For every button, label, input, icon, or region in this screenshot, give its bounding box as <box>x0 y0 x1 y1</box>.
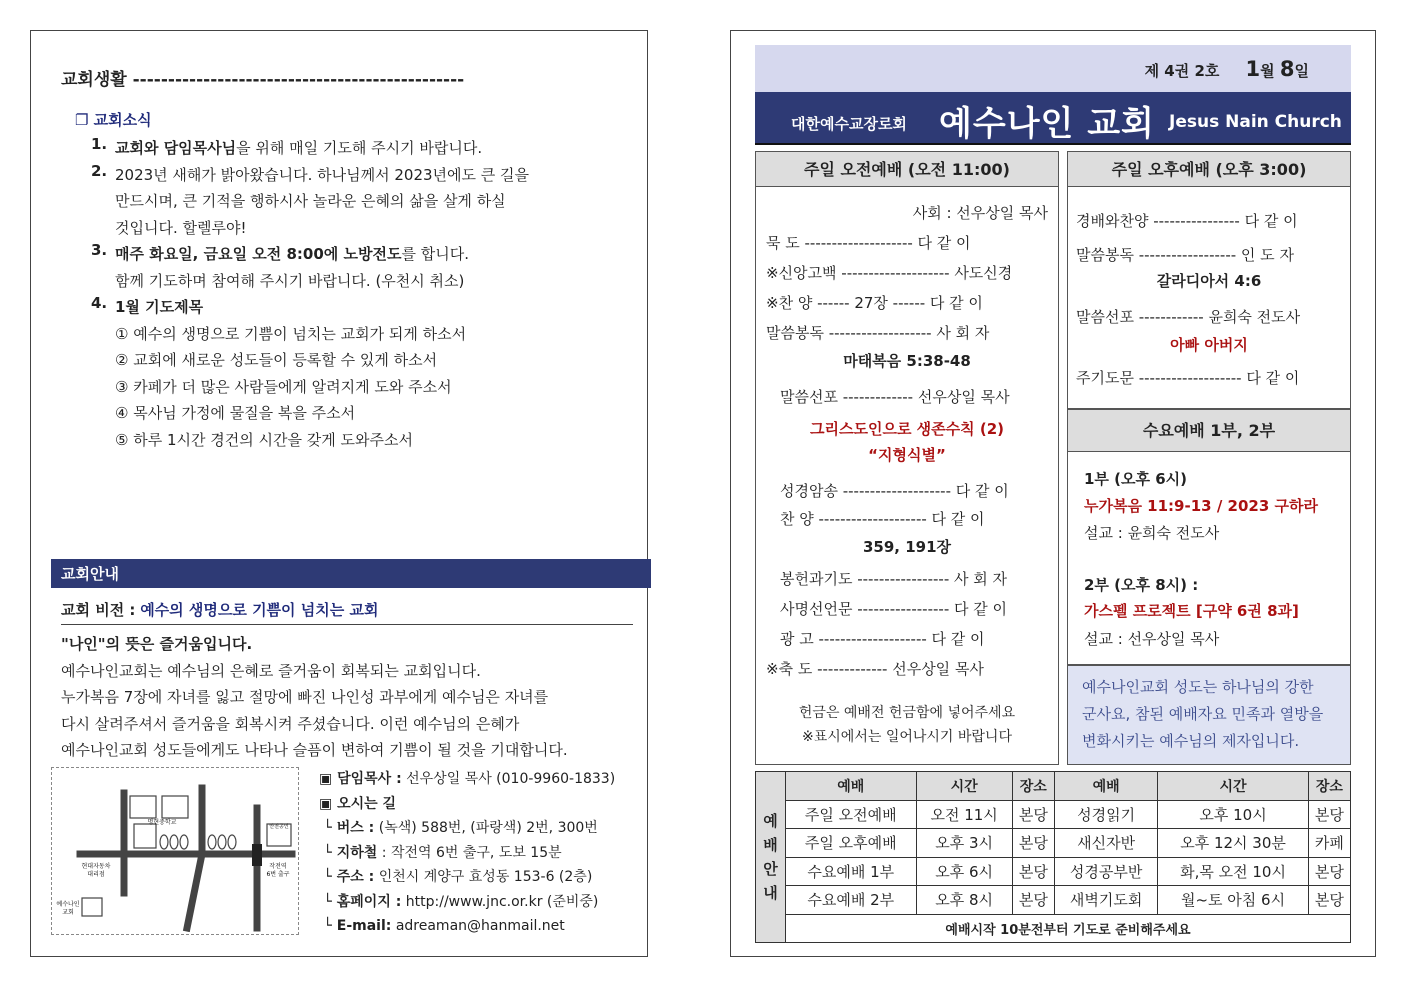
contact-info <box>319 767 615 939</box>
email-label: └ E-mail: <box>323 918 392 934</box>
part2-text: 가스펠 프로젝트 [구약 6권 8과] <box>1084 602 1299 620</box>
notice-text: 를 합니다. 함께 기도하며 참여해 주시기 바랍니다. (우천시 취소) <box>115 245 469 290</box>
issue-month: 1 <box>1245 57 1261 81</box>
left-page <box>30 30 648 957</box>
pastor-value: 선우상일 목사 (010-9960-1833) <box>406 771 616 787</box>
column-header: 장소 <box>1308 772 1350 801</box>
part1-text: 누가복음 11:9-13 / 2023 구하라 <box>1084 497 1318 515</box>
part1-time: 1부 (오후 6시) <box>1084 470 1187 488</box>
station-marker <box>252 844 262 866</box>
right-page <box>730 30 1376 957</box>
order-row: 주기도문 ------------------- 다 같 이 <box>1076 369 1300 387</box>
order-row: 경배와찬양 ---------------- 다 같 이 <box>1076 212 1298 230</box>
notice-number: 3. <box>91 241 108 259</box>
scripture-reading: 마태복음 5:38-48 <box>843 352 971 370</box>
column-header: 예배 <box>786 772 917 801</box>
part2-time: 2부 (오후 8시) : <box>1084 576 1199 594</box>
date-band <box>755 45 1351 92</box>
table-row <box>756 829 1351 858</box>
table-cell: 오후 10시 <box>1158 800 1308 829</box>
notice-item <box>91 241 631 294</box>
table-cell: 본당 <box>1308 800 1350 829</box>
issue-day: 8 <box>1279 57 1295 81</box>
table-cell: 본당 <box>1012 886 1054 915</box>
meaning-line: 다시 살려주셔서 즐거움을 회복시켜 주셨습니다. 이런 예수님의 은혜가 <box>61 714 520 733</box>
prayer-item: ④ 목사님 가정에 물질을 복을 주소서 <box>115 404 356 422</box>
prayer-item: ⑤ 하루 1시간 경건의 시간을 갖게 도와주소서 <box>115 430 413 449</box>
notice-item <box>91 135 631 162</box>
sermon-subtitle: “지형식별” <box>868 446 946 464</box>
issue-number: 제 4권 2호 <box>1144 62 1220 80</box>
table-cell: 본당 <box>1012 829 1054 858</box>
meaning-line: 누가복음 7장에 자녀를 잃고 절망에 빠진 나인성 과부에게 예수님은 자녀를 <box>61 688 549 706</box>
table-cell: 화,목 오전 10시 <box>1158 857 1308 886</box>
section-title: 교회생활 ----------------------------------------------- <box>61 70 465 90</box>
notice-number: 1. <box>91 135 108 153</box>
table-cell: 새벽기도회 <box>1054 886 1157 915</box>
map-label-school: 명현중학교 <box>147 819 177 826</box>
table-header-row <box>756 772 1351 801</box>
notice-bold: 매주 화요일, 금요일 오전 8:00에 노방전도 <box>115 245 402 263</box>
order-row: 말씀선포 ------------- 선우상일 목사 <box>780 388 1010 406</box>
order-row: 봉헌과기도 ----------------- 사 회 자 <box>780 570 1008 588</box>
order-row: ※신앙고백 -------------------- 사도신경 <box>766 264 1013 282</box>
map-label-car-line: 대리점 <box>87 871 105 878</box>
subway-label: └ 지하철 <box>323 844 378 861</box>
notice-bold: 교회와 담임목사님 <box>115 139 237 157</box>
standing-note: ※표시에서는 일어나시기 바랍니다 <box>802 729 1012 745</box>
order-row: 성경암송 -------------------- 다 같 이 <box>780 482 1009 500</box>
offering-note: 헌금은 예배전 헌금함에 넣어주세요 <box>798 705 1016 721</box>
church-motto: 예수나인교회 성도는 하나님의 강한 군사요, 참된 예배자요 민족과 열방을 변화시키는 예수님의 제자입니다. <box>1067 665 1351 765</box>
table-cell: 오후 12시 30분 <box>1158 829 1308 858</box>
map-label-church <box>56 900 79 916</box>
table-row <box>756 886 1351 915</box>
pastor-label: ▣ 담임목사 : <box>319 771 402 787</box>
meaning-block <box>61 631 568 764</box>
map-label-station-line: 작전역 <box>269 863 287 870</box>
service-leader: 사회 : 선우상일 목사 <box>912 204 1048 222</box>
directions-label: ▣ 오시는 길 <box>319 795 397 812</box>
worship-schedule <box>755 771 1351 943</box>
bus-label: └ 버스 : <box>323 820 375 836</box>
homepage-link[interactable]: http://www.jnc.or.kr (준비중) <box>405 893 599 910</box>
email-link[interactable]: adreaman@hanmail.net <box>395 918 565 934</box>
order-row: ※찬 양 ------ 27장 ------ 다 같 이 <box>766 294 983 312</box>
map-label-station-line: 6번 출구 <box>266 871 290 878</box>
vision-text: 예수의 생명으로 기쁨이 넘치는 교회 <box>140 601 379 619</box>
morning-service-title: 주일 오전예배 (오전 11:00) <box>756 152 1058 187</box>
schedule-side-label: 예 배 안 내 <box>756 772 786 943</box>
afternoon-service-title: 주일 오후예배 (오후 3:00) <box>1068 152 1350 187</box>
part1-preacher: 설교 : 윤희숙 전도사 <box>1084 524 1220 542</box>
notice-number: 2. <box>91 161 108 180</box>
notice-bold: 1월 기도제목 <box>115 298 204 316</box>
meaning-line: 예수나인교회는 예수님의 은혜로 즐거움이 회복되는 교회입니다. <box>61 661 481 680</box>
bus-value: (녹색) 588번, (파랑색) 2번, 300번 <box>378 820 598 836</box>
table-cell: 오후 3시 <box>916 829 1012 858</box>
table-cell: 본당 <box>1012 800 1054 829</box>
notice-heading: ❐ 교회소식 <box>75 111 152 129</box>
table-cell: 오전 11시 <box>916 800 1012 829</box>
vision-line <box>61 599 633 625</box>
vision-label: 교회 비전 : <box>61 601 136 619</box>
notice-item <box>91 294 631 321</box>
notice-number: 4. <box>91 294 108 312</box>
address-label: └ 주소 : <box>323 869 375 885</box>
table-cell: 수요예배 2부 <box>786 886 917 915</box>
order-row: 말씀봉독 ------------------- 사 회 자 <box>766 324 990 342</box>
issue-date <box>1145 57 1309 81</box>
column-header: 장소 <box>1012 772 1054 801</box>
notice-item <box>91 162 631 242</box>
wednesday-service-title: 수요예배 1부, 2부 <box>1068 410 1350 452</box>
wednesday-service-box <box>1067 409 1351 665</box>
denomination: 대한예수교장로회 <box>791 115 907 133</box>
pm-sermon: 아빠 아버지 <box>1170 336 1248 354</box>
day-unit: 일 <box>1294 62 1309 80</box>
table-row <box>756 800 1351 829</box>
notice-list <box>91 135 631 453</box>
meaning-title: "나인"의 뜻은 즐거움입니다. <box>61 635 253 653</box>
order-row: 묵 도 -------------------- 다 같 이 <box>766 234 971 252</box>
order-row: ※축 도 ------------- 선우상일 목사 <box>766 660 984 678</box>
table-cell: 본당 <box>1308 886 1350 915</box>
table-cell: 본당 <box>1308 857 1350 886</box>
table-cell: 새신자반 <box>1054 829 1157 858</box>
notice-text: 을 위해 매일 기도해 주시기 바랍니다. <box>236 139 483 157</box>
table-cell: 주일 오전예배 <box>786 800 917 829</box>
part2-preacher: 설교 : 선우상일 목사 <box>1084 630 1220 648</box>
address-value: 인천시 계양구 효성동 153-6 (2층) <box>378 869 593 885</box>
location-map <box>51 767 299 935</box>
prayer-item: ① 예수의 생명으로 기쁨이 넘치는 교회가 되게 하소서 <box>115 324 467 343</box>
subway-value: : 작전역 6번 출구, 도보 15분 <box>381 844 562 861</box>
church-english-name: Jesus Nain Church <box>1169 112 1342 132</box>
afternoon-service-box <box>1067 151 1351 409</box>
order-row: 말씀선포 ------------ 윤희숙 전도사 <box>1076 308 1301 326</box>
order-row: 사명선언문 ----------------- 다 같 이 <box>780 600 1008 618</box>
table-cell: 오후 6시 <box>916 857 1012 886</box>
order-row: 말씀봉독 ------------------ 인 도 자 <box>1076 246 1294 264</box>
prayer-item: ③ 카페가 더 많은 사람들에게 알려지게 도와 주소서 <box>115 377 452 396</box>
column-header: 예배 <box>1054 772 1157 801</box>
table-cell: 오후 8시 <box>916 886 1012 915</box>
meaning-line: 예수나인교회 성도들에게도 나타나 슬픔이 변하여 기쁨이 될 것을 기대합니다. <box>61 741 568 759</box>
map-label-car-line: 현대자동차 <box>81 863 111 870</box>
month-unit: 월 <box>1260 62 1275 80</box>
table-cell: 본당 <box>1012 857 1054 886</box>
schedule-table <box>755 771 1351 943</box>
pm-scripture: 갈라디아서 4:6 <box>1156 272 1262 290</box>
map-label-church-line: 예수나인 <box>56 901 80 908</box>
table-footer-row <box>756 914 1351 942</box>
order-row: 광 고 -------------------- 다 같 이 <box>780 630 985 648</box>
prayer-item: ② 교회에 새로운 성도들이 등록할 수 있게 하소서 <box>115 351 438 369</box>
schedule-footer: 예배시작 10분전부터 기도로 준비해주세요 <box>786 914 1351 942</box>
column-header: 시간 <box>1158 772 1308 801</box>
map-label-car <box>82 862 111 878</box>
table-cell: 성경읽기 <box>1054 800 1157 829</box>
morning-service-box <box>755 151 1059 765</box>
map-drawing <box>52 768 298 934</box>
table-cell: 수요예배 1부 <box>786 857 917 886</box>
homepage-label: └ 홈페이지 : <box>323 893 402 910</box>
map-label-station <box>266 862 289 878</box>
table-cell: 월~토 아침 6시 <box>1158 886 1308 915</box>
info-title-bar: 교회안내 <box>51 559 651 588</box>
table-cell: 성경공부반 <box>1054 857 1157 886</box>
notice-text: 2023년 새해가 밝아왔습니다. 하나님께서 2023년에도 큰 길을 만드시며, 큰 기적을 행하시사 놀라운 은혜의 삶을 살게 하실 것입니다. 할렐루야! <box>115 165 530 237</box>
hymn-numbers: 359, 191장 <box>862 538 952 556</box>
sermon-title: 그리스도인으로 생존수칙 (2) <box>810 420 1004 438</box>
table-cell: 카페 <box>1308 829 1350 858</box>
church-name: 예수나인 교회 <box>939 104 1155 144</box>
column-header: 시간 <box>916 772 1012 801</box>
order-row: 찬 양 -------------------- 다 같 이 <box>780 510 985 528</box>
map-label-church-line: 교회 <box>62 909 74 916</box>
church-header <box>755 92 1351 145</box>
map-label-building: 안전공인 <box>269 824 289 830</box>
table-cell: 주일 오후예배 <box>786 829 917 858</box>
table-row <box>756 857 1351 886</box>
